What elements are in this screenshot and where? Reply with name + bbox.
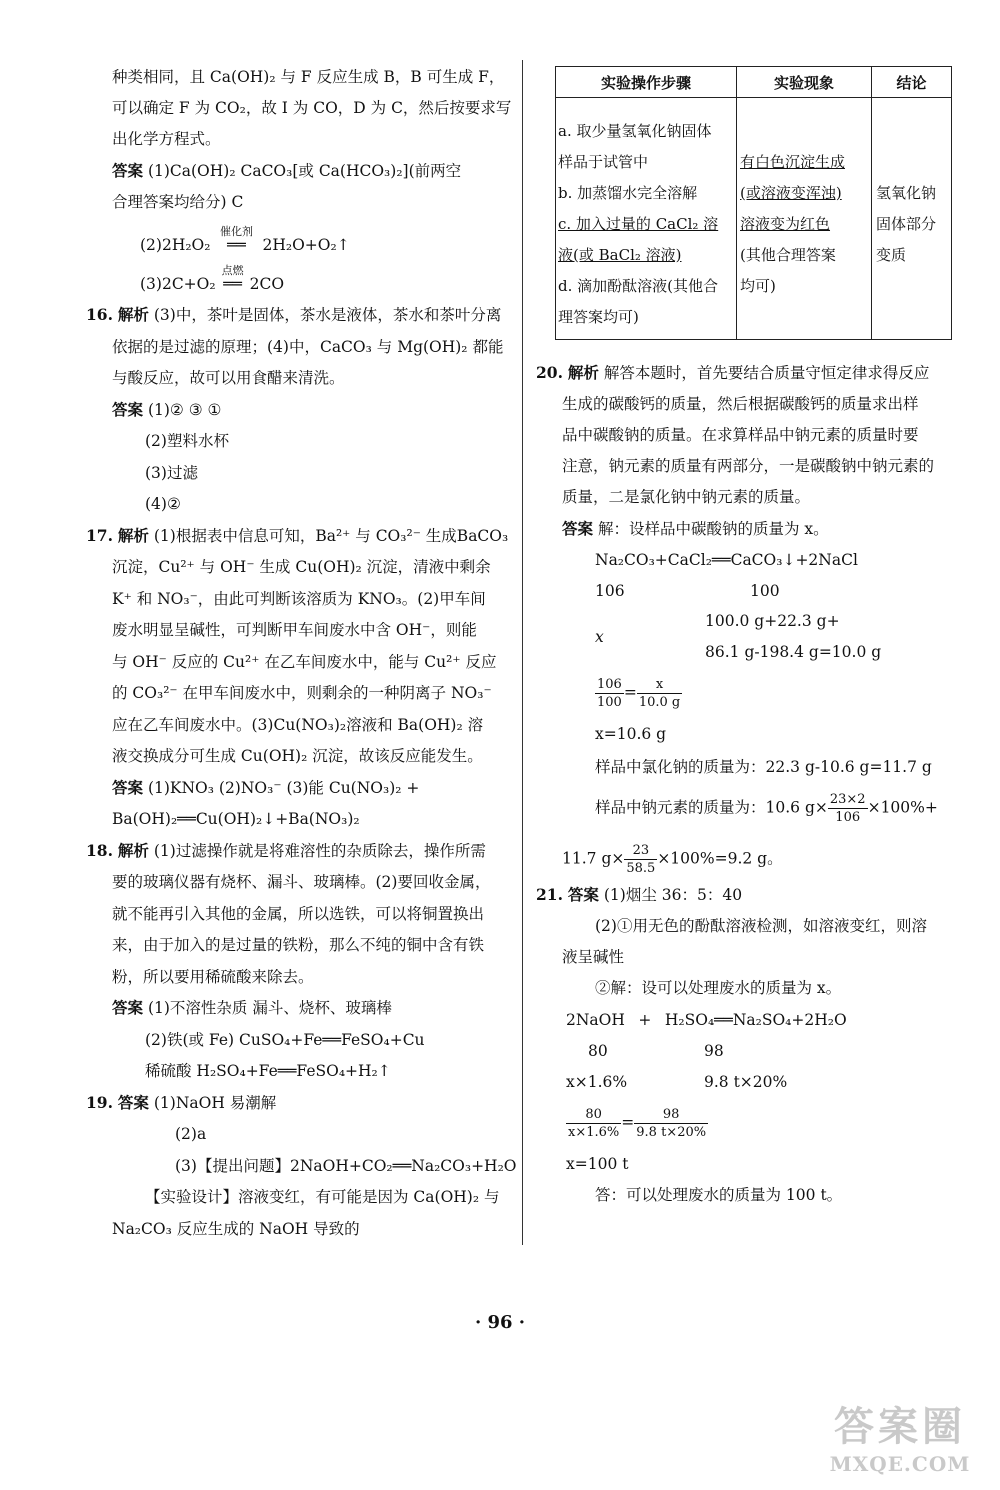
analysis-label: 解析 [117, 841, 149, 860]
text-line: 液交换成分可生成 Cu(OH)₂ 沉淀，故该反应能发生。 [112, 747, 483, 765]
question-number: 17. [86, 526, 113, 545]
molar-mass: 80 [588, 1042, 608, 1060]
table-header: 实验操作步骤 [556, 67, 737, 98]
answer-line [112, 399, 221, 421]
page-number: · 96 · [474, 1312, 526, 1333]
answer-label: 答案 [117, 1093, 149, 1112]
table-row [556, 98, 952, 340]
text-line: 液呈碱性 [562, 948, 625, 966]
question-number: 19. [86, 1093, 113, 1112]
phenomenon-line: 有白色沉淀生成 [740, 153, 846, 171]
answer-text: (1)烟尘 36：5：40 [603, 886, 743, 904]
fraction: $\frac{x}{10.0 g}$ [638, 677, 681, 710]
text-line: 与 OH⁻ 反应的 Cu²⁺ 在乙车间废水中，能与 Cu²⁺ 反应 [112, 653, 497, 671]
mass-expression: x×1.6% [566, 1073, 628, 1091]
question-line [536, 884, 742, 906]
text-line: 稀硫酸 H₂SO₄+Fe══FeSO₄+H₂↑ [145, 1062, 391, 1080]
phenomenon-line: 均可) [740, 277, 776, 295]
phenomenon-line: (其他合理答案 [740, 246, 836, 264]
analysis-text: 解答本题时，首先要结合质量守恒定律求得反应 [603, 364, 930, 382]
text-line: 来，由于加入的是过量的铁粉，那么不纯的铜中含有铁 [112, 936, 485, 954]
step-line: d. 滴加酚酞溶液(其他合 [558, 277, 718, 295]
text-line: (2)a [175, 1125, 207, 1143]
text-line: 粉，所以要用稀硫酸来除去。 [112, 968, 314, 986]
text-line: 合理答案均给分) C [112, 193, 244, 211]
watermark-logo: 答案圈 [834, 1403, 966, 1450]
text-line: (4)② [145, 495, 181, 513]
equation-line [140, 264, 285, 295]
column-divider [522, 60, 523, 1245]
step-line: a. 取少量氢氧化钠固体 [558, 122, 712, 140]
answer-label: 答案 [112, 778, 144, 797]
question-number: 21. [536, 885, 563, 904]
answer-text: (1)Ca(OH)₂ CaCO₃[或 Ca(HCO₃)₂](前两空 [147, 162, 462, 180]
equation-right: 2H₂O+O₂↑ [262, 236, 350, 254]
question-line [86, 525, 508, 547]
step-line: c. 加入过量的 CaCl₂ 溶 [558, 215, 719, 233]
equation-left: (3)2C+O₂ [140, 275, 216, 293]
table-header: 结论 [872, 67, 952, 98]
analysis-text: (1)过滤操作就是将难溶性的杂质除去，操作所需 [153, 842, 486, 860]
text-line: 生成的碳酸钙的质量，然后根据碳酸钙的质量求出样 [562, 395, 919, 413]
question-number: 18. [86, 841, 113, 860]
text-line: Na₂CO₃ 反应生成的 NaOH 导致的 [112, 1220, 360, 1238]
question-line [536, 362, 929, 384]
text-line: 【实验设计】溶液变红，有可能是因为 Ca(OH)₂ 与 [145, 1188, 500, 1206]
text-line: (2)塑料水杯 [145, 432, 229, 450]
phenomenon-line: 溶液变为红色 [740, 215, 831, 233]
answer-text: (1)KNO₃ (2)NO₃⁻ (3)能 Cu(NO₃)₂ + [147, 779, 420, 797]
answer-label: 答案 [112, 998, 144, 1017]
table-header: 实验现象 [737, 67, 872, 98]
table-cell-steps [556, 98, 737, 340]
text-line: ②解：设可以处理废水的质量为 x。 [595, 979, 842, 997]
text-line: Ba(OH)₂══Cu(OH)₂↓+Ba(NO₃)₂ [112, 810, 360, 828]
experiment-table [555, 66, 952, 340]
step-line: 样品于试管中 [558, 153, 649, 171]
answer-text: (1)NaOH 易潮解 [153, 1094, 277, 1112]
answer-label: 答案 [112, 161, 144, 180]
conclusion-line: 固体部分 [876, 215, 937, 233]
answer-line [112, 997, 392, 1019]
text-line: 废水明显呈碱性，可判断甲车间废水中含 OH⁻，则能 [112, 621, 477, 639]
watermark-url: MXQE.COM [829, 1452, 971, 1476]
fraction: $\frac{23\times 2}{106}$ [829, 792, 866, 825]
mass-expression: 100.0 g+22.3 g+ [705, 612, 840, 630]
step-line: 理答案均可) [558, 308, 639, 326]
table-header-row [556, 67, 952, 98]
equation-right: 2CO [249, 275, 285, 293]
text-line: 依据的是过滤的原理；(4)中，CaCO₃ 与 Mg(OH)₂ 都能 [112, 338, 504, 356]
text-line: 可以确定 F 为 CO₂，故 I 为 CO，D 为 C，然后按要求写 [112, 99, 512, 117]
step-line: 液(或 BaCl₂ 溶液) [558, 246, 682, 264]
text-line: 品中碳酸钠的质量。在求算样品中钠元素的质量时要 [562, 426, 919, 444]
conclusion-line: 变质 [876, 246, 907, 264]
table-cell-conclusion [872, 98, 952, 340]
reaction-condition: 点燃 [221, 264, 244, 277]
equation-line: Na₂CO₃+CaCl₂══CaCO₃↓+2NaCl [595, 551, 858, 569]
fraction: $\frac{106}{100}$ [597, 677, 622, 710]
question-number: 16. [86, 305, 113, 324]
text-line: 应在乙车间废水中。(3)Cu(NO₃)₂溶液和 Ba(OH)₂ 溶 [112, 716, 484, 734]
text-line: (3)过滤 [145, 464, 198, 482]
unknown-x: x [595, 628, 604, 646]
reaction-arrow: 点燃 ══ [216, 273, 250, 295]
conclusion-line: 氢氧化钠 [876, 184, 937, 202]
molar-mass: 98 [704, 1042, 724, 1060]
analysis-text: (3)中，茶叶是固体，茶水是液体，茶水和茶叶分离 [153, 306, 502, 324]
mass-expression: 9.8 t×20% [704, 1073, 788, 1091]
sodium-mass-line: 11.7 g× $\frac{23}{58.5}$ ×100%=9.2 g。 [562, 843, 783, 876]
text-line: (2)铁(或 Fe) CuSO₄+Fe══FeSO₄+Cu [145, 1031, 425, 1049]
analysis-label: 解析 [567, 363, 599, 382]
text-line: 与酸反应，故可以用食醋来清洗。 [112, 369, 345, 387]
answer-line [112, 777, 419, 799]
question-line [86, 840, 486, 862]
text-line: 的 CO₃²⁻ 在甲车间废水中，则剩余的一种阴离子 NO₃⁻ [112, 684, 492, 702]
text-line: (2)①用无色的酚酞溶液检测，如溶液变红，则溶 [595, 917, 927, 935]
fraction: $\frac{23}{58.5}$ [626, 843, 656, 876]
answer-line [562, 518, 829, 540]
question-line [86, 1092, 276, 1114]
proportion: $\frac{80}{x\times 1.6\%}$ = $\frac{98}{9.8 t\times 20\%}$ [568, 1107, 707, 1140]
text-line: 沉淀，Cu²⁺ 与 OH⁻ 生成 Cu(OH)₂ 沉淀，清液中剩余 [112, 558, 491, 576]
sodium-mass-line: 样品中钠元素的质量为：10.6 g× $\frac{23\times 2}{106}$ ×100%+ [595, 792, 938, 825]
text-line: 出化学方程式。 [112, 130, 221, 148]
text-line: 要的玻璃仪器有烧杯、漏斗、玻璃棒。(2)要回收金属， [112, 873, 491, 891]
text-line: 答：可以处理废水的质量为 100 t。 [595, 1186, 843, 1204]
reaction-condition: 催化剂 [219, 225, 253, 238]
text-line: (3)【提出问题】2NaOH+CO₂══Na₂CO₃+H₂O [175, 1157, 517, 1175]
text-line: 质量，二是氯化钠中钠元素的质量。 [562, 488, 811, 506]
answer-text: 解：设样品中碳酸钠的质量为 x。 [597, 520, 829, 538]
text-line: 样品中氯化钠的质量为：22.3 g-10.6 g=11.7 g [595, 758, 932, 776]
equation-line [140, 225, 350, 256]
phenomenon-line: (或溶液变浑浊) [740, 184, 842, 202]
text-line: 种类相同，且 Ca(OH)₂ 与 F 反应生成 B，B 可生成 F， [112, 68, 505, 86]
question-number: 20. [536, 363, 563, 382]
equation-line: 2NaOH + H₂SO₄══Na₂SO₄+2H₂O [566, 1011, 847, 1029]
question-line [86, 304, 501, 326]
result-line: x=100 t [566, 1155, 629, 1173]
fraction: $\frac{80}{x\times 1.6\%}$ [568, 1107, 620, 1140]
analysis-label: 解析 [117, 526, 149, 545]
step-line: b. 加蒸馏水完全溶解 [558, 184, 698, 202]
molar-mass: 106 [595, 582, 625, 600]
table-cell-phenomena [737, 98, 872, 340]
answer-line [112, 160, 461, 182]
molar-mass: 100 [750, 582, 780, 600]
answer-text: (1)不溶性杂质 漏斗、烧杯、玻璃棒 [147, 999, 392, 1017]
equation-left: (2)2H₂O₂ [140, 236, 211, 254]
answer-label: 答案 [562, 519, 594, 538]
watermark [820, 1395, 980, 1476]
result-line: x=10.6 g [595, 725, 667, 743]
answer-label: 答案 [112, 400, 144, 419]
proportion: $\frac{106}{100}$ = $\frac{x}{10.0 g}$ [597, 677, 681, 710]
mass-expression: 86.1 g-198.4 g=10.0 g [705, 643, 882, 661]
analysis-text: (1)根据表中信息可知，Ba²⁺ 与 CO₃²⁻ 生成BaCO₃ [153, 527, 509, 545]
text-line: 注意，钠元素的质量有两部分，一是碳酸钠中钠元素的 [562, 457, 935, 475]
text-line: K⁺ 和 NO₃⁻，由此可判断该溶质为 KNO₃。(2)甲车间 [112, 590, 486, 608]
analysis-label: 解析 [117, 305, 149, 324]
reaction-arrow: 催化剂 ══ [210, 234, 262, 256]
text-line: 就不能再引入其他的金属，所以选铁，可以将铜置换出 [112, 905, 485, 923]
answer-label: 答案 [567, 885, 599, 904]
fraction: $\frac{98}{9.8 t\times 20\%}$ [636, 1107, 707, 1140]
answer-text: (1)② ③ ① [147, 401, 222, 419]
